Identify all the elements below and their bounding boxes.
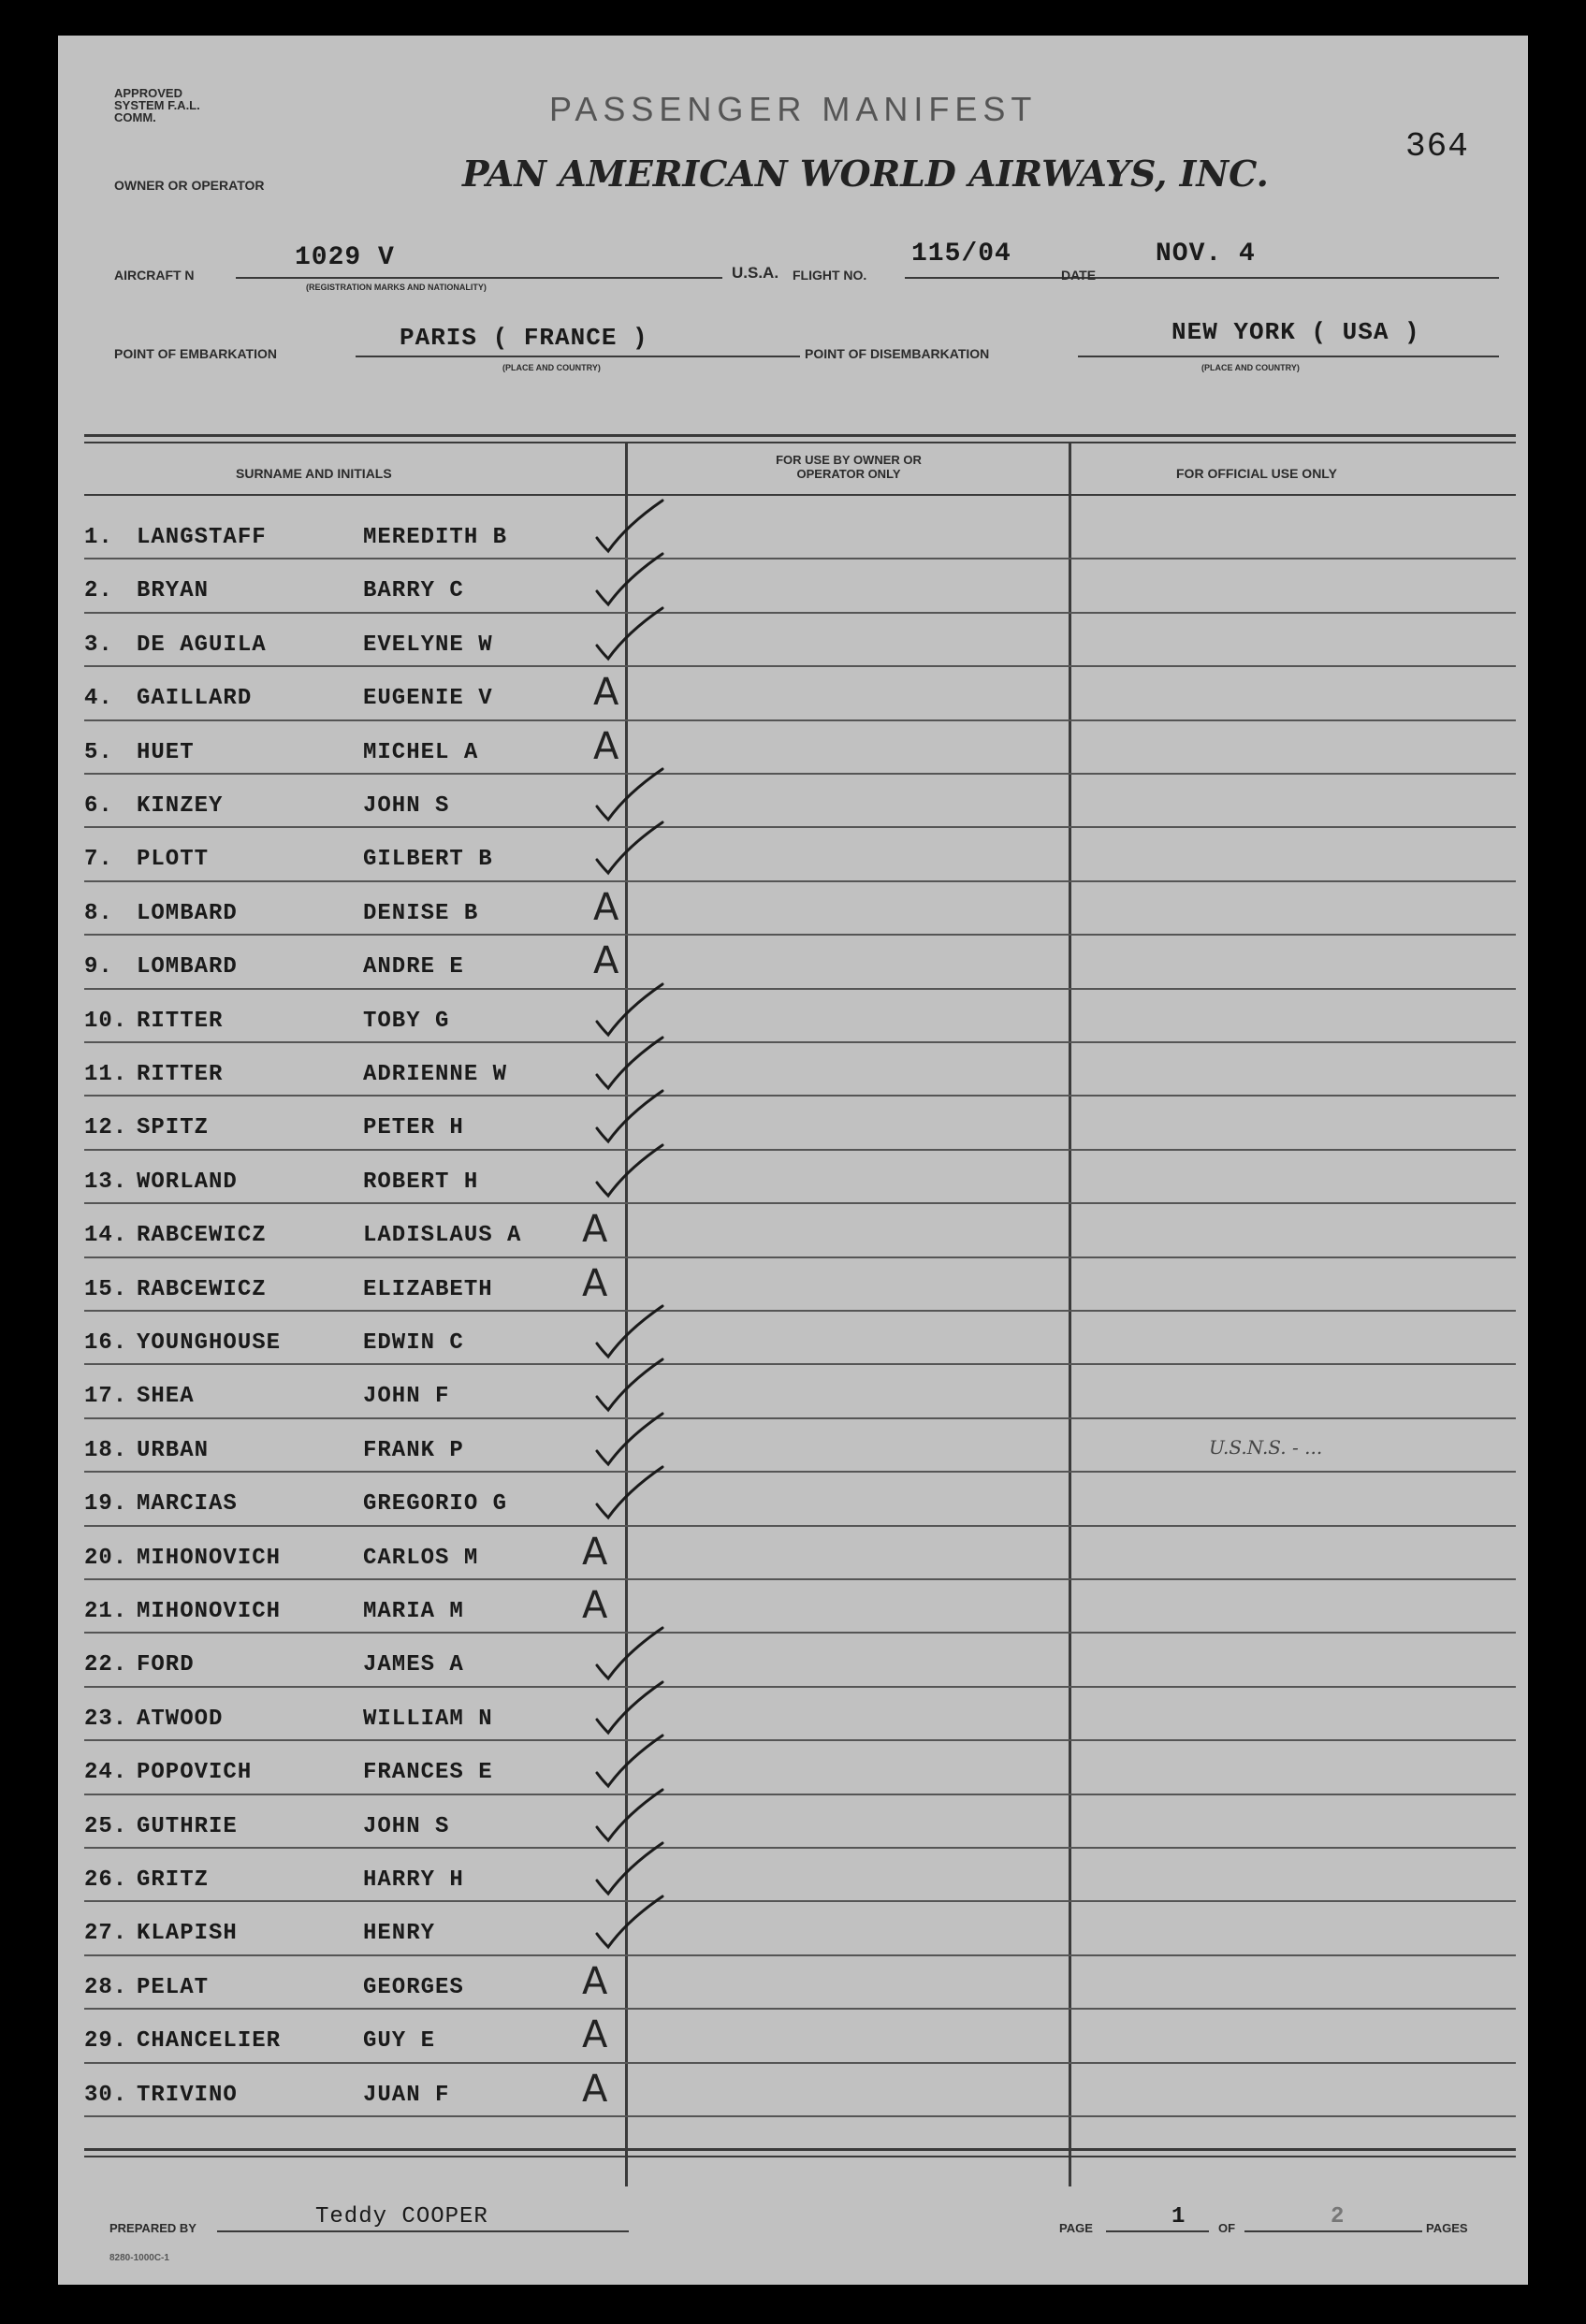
- table-row: [58, 508, 1528, 561]
- table-row: [58, 884, 1528, 937]
- row-number: 28.: [84, 1974, 128, 2000]
- of-label: OF: [1218, 2221, 1236, 2235]
- arrival-mark: A: [582, 1959, 608, 2003]
- row-rule: [84, 934, 1516, 936]
- passenger-surname: MIHONOVICH: [137, 1599, 282, 1624]
- embark-label: POINT OF EMBARKATION: [114, 346, 277, 361]
- table-row: [58, 1582, 1528, 1635]
- page-underline: [1106, 2230, 1209, 2232]
- passenger-given-name: GREGORIO G: [363, 1491, 508, 1518]
- date-value: NOV. 4: [1156, 240, 1256, 269]
- row-number: 10.: [84, 1008, 128, 1034]
- table-row: [58, 992, 1528, 1045]
- table-row: [58, 1153, 1528, 1206]
- row-rule: [84, 1256, 1516, 1258]
- passenger-surname: YOUNGHOUSE: [137, 1330, 282, 1356]
- arrival-mark: A: [582, 1584, 608, 1627]
- disembark-value: NEW YORK ( USA ): [1171, 318, 1420, 346]
- table-row: [58, 616, 1528, 669]
- passenger-surname: GAILLARD: [137, 686, 253, 712]
- table-row: [58, 1098, 1528, 1152]
- passenger-given-name: FRANCES E: [363, 1760, 493, 1786]
- passenger-given-name: DENISE B: [363, 900, 479, 926]
- check-mark-icon: [589, 604, 674, 670]
- row-number: 8.: [84, 900, 113, 926]
- passenger-surname: CHANCELIER: [137, 2028, 282, 2055]
- table-row: [58, 1690, 1528, 1743]
- date-label: DATE: [1061, 268, 1097, 283]
- table-row: [58, 1260, 1528, 1314]
- table-row: [58, 1045, 1528, 1098]
- row-rule: [84, 2062, 1516, 2064]
- table-row: [58, 937, 1528, 991]
- row-number: 12.: [84, 1115, 128, 1141]
- place-note-2: (PLACE AND COUNTRY): [1201, 363, 1300, 372]
- passenger-surname: LOMBARD: [137, 900, 238, 926]
- passenger-given-name: GEORGES: [363, 1974, 464, 2000]
- passenger-surname: SPITZ: [137, 1115, 210, 1141]
- passenger-given-name: HENRY: [363, 1921, 436, 1947]
- passenger-surname: LOMBARD: [137, 954, 238, 980]
- header-bottom-rule: [84, 494, 1516, 496]
- place-note: (PLACE AND COUNTRY): [502, 363, 601, 372]
- passenger-given-name: GILBERT B: [363, 847, 493, 873]
- passenger-surname: GUTHRIE: [137, 1813, 238, 1839]
- passenger-given-name: ADRIENNE W: [363, 1062, 508, 1087]
- row-rule: [84, 1149, 1516, 1151]
- row-number: 29.: [84, 2028, 128, 2055]
- passenger-given-name: EVELYNE W: [363, 632, 493, 658]
- passenger-given-name: MICHEL A: [363, 739, 479, 765]
- table-row: [58, 1314, 1528, 1367]
- passenger-surname: WORLAND: [137, 1169, 238, 1195]
- passenger-surname: RITTER: [137, 1062, 224, 1087]
- table-row: [58, 1851, 1528, 1904]
- table-row: [58, 723, 1528, 777]
- row-rule: [84, 719, 1516, 721]
- table-row: [58, 1743, 1528, 1796]
- row-number: 17.: [84, 1384, 128, 1410]
- row-number: 19.: [84, 1491, 128, 1518]
- passenger-surname: KLAPISH: [137, 1921, 238, 1947]
- passenger-surname: HUET: [137, 739, 195, 765]
- row-number: 5.: [84, 739, 113, 765]
- row-rule: [84, 1363, 1516, 1365]
- date-underline: [1106, 277, 1499, 279]
- row-rule: [84, 880, 1516, 882]
- passenger-surname: MIHONOVICH: [137, 1545, 282, 1571]
- col-surname-header: SURNAME AND INITIALS: [236, 466, 392, 481]
- row-rule: [84, 773, 1516, 775]
- table-row: [58, 561, 1528, 615]
- passenger-given-name: FRANK P: [363, 1437, 464, 1463]
- row-number: 3.: [84, 632, 113, 658]
- row-rule: [84, 2115, 1516, 2117]
- passenger-given-name: JAMES A: [363, 1652, 464, 1678]
- check-mark-icon: [589, 819, 674, 884]
- passenger-given-name: CARLOS M: [363, 1545, 479, 1571]
- flight-value: 115/04: [911, 240, 1011, 269]
- passenger-surname: LANGSTAFF: [137, 525, 267, 550]
- row-number: 2.: [84, 578, 113, 604]
- row-rule: [84, 1471, 1516, 1473]
- passenger-surname: BRYAN: [137, 578, 210, 604]
- disembark-label: POINT OF DISEMBARKATION: [805, 346, 990, 361]
- row-number: 1.: [84, 525, 113, 550]
- registration-note: (REGISTRATION MARKS AND NATIONALITY): [306, 283, 487, 292]
- passenger-surname: DE AGUILA: [137, 632, 267, 658]
- table-row: [58, 830, 1528, 883]
- check-mark-icon: [589, 1893, 674, 1958]
- table-row: [58, 1529, 1528, 1582]
- owner-label: OWNER OR OPERATOR: [114, 178, 265, 193]
- table-row: [58, 1797, 1528, 1851]
- aircraft-label: AIRCRAFT N: [114, 268, 195, 283]
- passenger-given-name: JUAN F: [363, 2082, 450, 2108]
- embark-value: PARIS ( FRANCE ): [400, 324, 648, 352]
- arrival-mark: A: [593, 671, 619, 715]
- flight-label: FLIGHT NO.: [793, 268, 867, 283]
- passenger-given-name: MEREDITH B: [363, 525, 508, 550]
- passenger-surname: POPOVICH: [137, 1760, 253, 1786]
- prepared-value: Teddy COOPER: [315, 2204, 488, 2230]
- row-number: 9.: [84, 954, 113, 980]
- row-rule: [84, 1417, 1516, 1419]
- passenger-surname: PELAT: [137, 1974, 210, 2000]
- of-underline: [1244, 2230, 1422, 2232]
- page-label: PAGE: [1059, 2221, 1093, 2235]
- arrival-mark: A: [582, 2067, 608, 2111]
- passenger-given-name: ROBERT H: [363, 1169, 479, 1195]
- row-rule: [84, 1900, 1516, 1902]
- row-rule: [84, 558, 1516, 559]
- prepared-label: PREPARED BY: [109, 2221, 196, 2235]
- passenger-surname: RABCEWICZ: [137, 1276, 267, 1302]
- row-rule: [84, 826, 1516, 828]
- arrival-mark: A: [582, 2013, 608, 2057]
- manifest-sheet: [58, 36, 1528, 2285]
- row-number: 23.: [84, 1706, 128, 1732]
- passenger-given-name: BARRY C: [363, 578, 464, 604]
- passenger-given-name: ELIZABETH: [363, 1276, 493, 1302]
- table-row: [58, 1421, 1528, 1474]
- row-rule: [84, 612, 1516, 614]
- arrival-mark: A: [582, 1208, 608, 1252]
- row-number: 13.: [84, 1169, 128, 1195]
- table-row: [58, 669, 1528, 722]
- row-rule: [84, 1310, 1516, 1312]
- table-top-rule-2: [84, 442, 1516, 443]
- passenger-given-name: JOHN F: [363, 1384, 450, 1410]
- table-row: [58, 1206, 1528, 1259]
- passenger-given-name: JOHN S: [363, 1813, 450, 1839]
- page-number: 364: [1405, 127, 1469, 166]
- passenger-given-name: ANDRE E: [363, 954, 464, 980]
- check-mark-icon: [589, 1141, 674, 1207]
- passenger-surname: SHEA: [137, 1384, 195, 1410]
- passenger-given-name: WILLIAM N: [363, 1706, 493, 1732]
- passenger-surname: GRITZ: [137, 1867, 210, 1893]
- of-value: 2: [1331, 2204, 1346, 2230]
- page-value: 1: [1171, 2204, 1186, 2230]
- row-rule: [84, 1632, 1516, 1634]
- form-title: PASSENGER MANIFEST: [549, 90, 1038, 128]
- row-number: 21.: [84, 1599, 128, 1624]
- row-number: 15.: [84, 1276, 128, 1302]
- arrival-mark: A: [582, 1530, 608, 1574]
- check-mark-icon: [589, 1463, 674, 1529]
- table-row: [58, 2012, 1528, 2065]
- row-number: 6.: [84, 793, 113, 819]
- passenger-surname: PLOTT: [137, 847, 210, 873]
- table-bottom-rule: [84, 2148, 1516, 2151]
- row-rule: [84, 1095, 1516, 1097]
- embark-underline: [356, 356, 800, 357]
- row-rule: [84, 1847, 1516, 1849]
- passenger-surname: URBAN: [137, 1437, 210, 1463]
- pages-label: PAGES: [1426, 2221, 1468, 2235]
- table-row: [58, 1474, 1528, 1528]
- row-number: 14.: [84, 1223, 128, 1249]
- row-number: 7.: [84, 847, 113, 873]
- arrival-mark: A: [593, 724, 619, 768]
- row-rule: [84, 1202, 1516, 1204]
- prepared-underline: [217, 2230, 629, 2232]
- passenger-given-name: GUY E: [363, 2028, 436, 2055]
- aircraft-underline: [236, 277, 722, 279]
- passenger-surname: MARCIAS: [137, 1491, 238, 1518]
- row-number: 20.: [84, 1545, 128, 1571]
- row-rule: [84, 1794, 1516, 1795]
- row-number: 11.: [84, 1062, 128, 1087]
- row-number: 25.: [84, 1813, 128, 1839]
- table-row: [58, 1904, 1528, 1957]
- company-name: PAN AMERICAN WORLD AIRWAYS, INC.: [462, 153, 1269, 195]
- aircraft-value: 1029 V: [295, 243, 395, 272]
- passenger-given-name: EDWIN C: [363, 1330, 464, 1356]
- row-rule: [84, 665, 1516, 667]
- table-row: [58, 1958, 1528, 2012]
- passenger-given-name: MARIA M: [363, 1599, 464, 1624]
- row-number: 16.: [84, 1330, 128, 1356]
- row-number: 18.: [84, 1437, 128, 1463]
- table-row: [58, 1635, 1528, 1689]
- passenger-given-name: EUGENIE V: [363, 686, 493, 712]
- row-rule: [84, 1954, 1516, 1956]
- row-number: 22.: [84, 1652, 128, 1678]
- official-note: U.S.N.S. - ...: [1209, 1435, 1323, 1459]
- passenger-surname: FORD: [137, 1652, 195, 1678]
- row-rule: [84, 1525, 1516, 1527]
- passenger-given-name: LADISLAUS A: [363, 1223, 522, 1249]
- row-number: 4.: [84, 686, 113, 712]
- row-number: 30.: [84, 2082, 128, 2108]
- passenger-surname: RABCEWICZ: [137, 1223, 267, 1249]
- passenger-given-name: PETER H: [363, 1115, 464, 1141]
- passenger-given-name: TOBY G: [363, 1008, 450, 1034]
- disembark-underline: [1078, 356, 1499, 357]
- table-row: [58, 2066, 1528, 2119]
- form-code: 8280-1000C-1: [109, 2253, 169, 2263]
- passenger-surname: RITTER: [137, 1008, 224, 1034]
- row-number: 26.: [84, 1867, 128, 1893]
- table-row: [58, 777, 1528, 830]
- row-number: 24.: [84, 1760, 128, 1786]
- arrival-mark: A: [593, 939, 619, 983]
- table-bottom-rule-2: [84, 2156, 1516, 2157]
- row-number: 27.: [84, 1921, 128, 1947]
- col-owner-header: FOR USE BY OWNER OR OPERATOR ONLY: [776, 453, 922, 481]
- row-rule: [84, 2008, 1516, 2010]
- table-row: [58, 1367, 1528, 1420]
- row-rule: [84, 1739, 1516, 1741]
- table-top-rule: [84, 434, 1516, 437]
- passenger-given-name: JOHN S: [363, 793, 450, 819]
- row-rule: [84, 1041, 1516, 1043]
- approval-stamp: APPROVED SYSTEM F.A.L. COMM.: [114, 86, 200, 124]
- passenger-surname: TRIVINO: [137, 2082, 238, 2108]
- passenger-surname: KINZEY: [137, 793, 224, 819]
- arrival-mark: A: [593, 885, 619, 929]
- usa-label: U.S.A.: [732, 264, 779, 282]
- row-rule: [84, 1686, 1516, 1688]
- row-rule: [84, 1578, 1516, 1580]
- passenger-given-name: HARRY H: [363, 1867, 464, 1893]
- passenger-surname: ATWOOD: [137, 1706, 224, 1732]
- col-official-header: FOR OFFICIAL USE ONLY: [1176, 466, 1337, 481]
- row-rule: [84, 988, 1516, 990]
- arrival-mark: A: [582, 1261, 608, 1305]
